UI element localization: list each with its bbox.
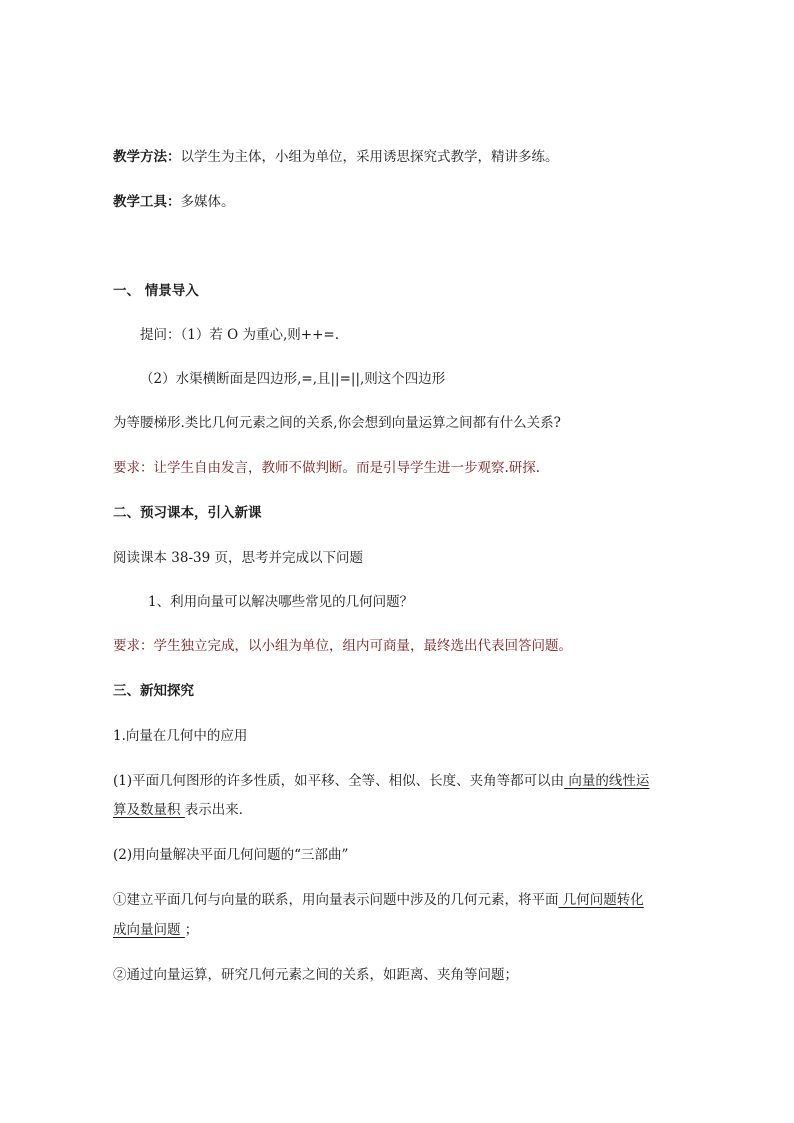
paragraph1-text: (1)平面几何图形的许多性质，如平移、全等、相似、长度、夹角等都可以由 (113, 773, 565, 789)
step1-text-end: ； (184, 922, 199, 938)
paragraph1-fill-blank-continued: 算及数量积 (113, 802, 185, 818)
section3-subheading: 1.向量在几何中的应用 (113, 728, 248, 744)
section3-heading: 三、新知探究 (113, 683, 194, 699)
section1-question2-continued: 为等腰梯形.类比几何元素之间的关系,你会想到向量运算之间都有什么关系? (113, 415, 561, 431)
step1-fill-blank: 几何问题转化 (558, 892, 644, 908)
paragraph1-fill-blank: 向量的线性运 (564, 773, 650, 789)
teaching-tools-label: 教学工具： (113, 194, 181, 210)
step1-text: ①建立平面几何与向量的联系，用向量表示问题中涉及的几何元素，将平面 (113, 892, 559, 908)
section3-paragraph1 (113, 771, 649, 791)
section1-question2: （2）水渠横断面是四边形,=,且||=||,则这个四边形 (140, 371, 446, 387)
paragraph1-text-end: 表示出来． (184, 802, 253, 818)
teaching-method-text: 以学生为主体，小组为单位，采用诱思探究式教学，精讲多练。 (180, 149, 559, 165)
teaching-method-line (113, 147, 559, 167)
step1-fill-blank-continued: 成向量问题 (113, 922, 185, 938)
section1-requirement: 要求：让学生自由发言，教师不做判断。而是引导学生进一步观察.研探. (113, 460, 541, 476)
section2-reading-instruction: 阅读课本 38-39 页，思考并完成以下问题 (113, 550, 364, 566)
teaching-tools-line (113, 192, 235, 212)
section3-step2: ②通过向量运算，研究几何元素之间的关系，如距离、夹角等问题； (113, 967, 518, 983)
teaching-method-label: 教学方法： (113, 149, 181, 165)
section3-paragraph1-continued (113, 800, 252, 820)
teaching-tools-text: 多媒体。 (180, 194, 235, 210)
section2-question: 1、利用向量可以解决哪些常见的几何问题？ (148, 594, 414, 610)
section2-heading: 二、预习课本，引入新课 (113, 505, 262, 521)
section1-question1: 提问：（1）若 O 为重心,则++=. (140, 327, 340, 343)
section3-step1-continued (113, 920, 198, 940)
section3-step1 (113, 890, 644, 910)
section3-paragraph2: (2)用向量解决平面几何问题的“三部曲” (113, 847, 349, 863)
section1-heading: 一、 情景导入 (113, 283, 199, 299)
section2-requirement: 要求：学生独立完成，以小组为单位，组内可商量，最终选出代表回答问题。 (113, 638, 572, 654)
